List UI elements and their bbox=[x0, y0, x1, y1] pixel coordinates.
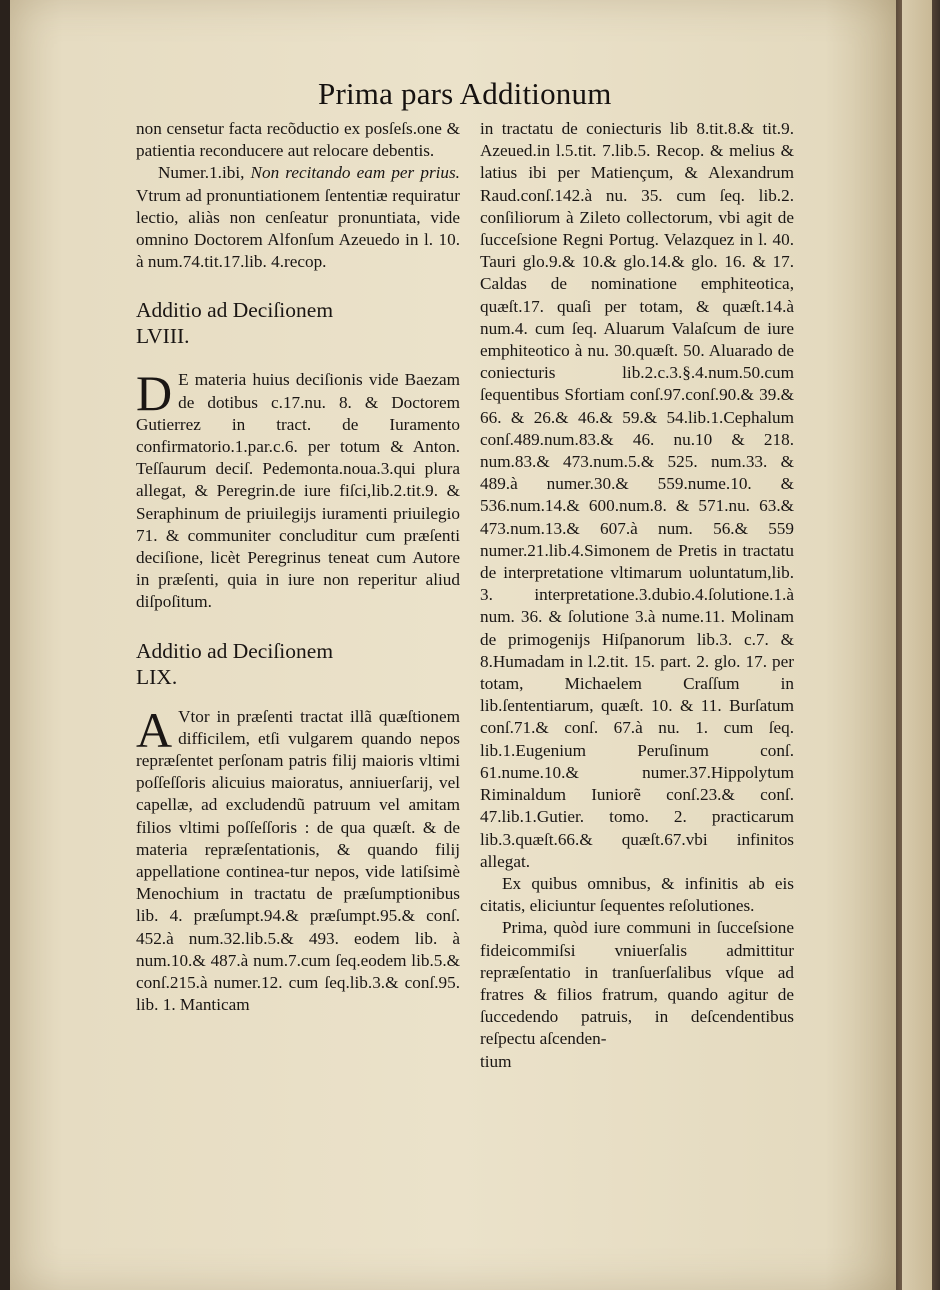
left-column bbox=[136, 118, 460, 1017]
text-run: Vtrum ad pronuntiationem ſententiæ requiratur lectio, aliàs non cenſeatur pronuntiata, vide omnino Doctorem Alfonſum Azeuedo in l. 10. à num.74.tit.17.lib. 4.recop. bbox=[136, 185, 460, 272]
running-head: Prima pars Additionum bbox=[318, 76, 612, 111]
drop-initial: D bbox=[136, 365, 173, 422]
section-heading: Additio ad Deciſionem bbox=[136, 298, 334, 323]
section-number: LVIII. bbox=[136, 324, 190, 349]
quoted-phrase: Non recitando eam per prius. bbox=[250, 163, 460, 183]
section-heading: Additio ad Deciſionem bbox=[136, 638, 334, 663]
left-edge bbox=[0, 0, 10, 1290]
paragraph: Prima, quòd iure communi in ſucceſsione fideicommiſsi vniuerſalis admittitur repræſentatio in tranſuerſalibus vſque ad fratres & filios fratrum, quando agitur de ſuccedendo patruis, in deſcendentibus reſpectu aſcenden- bbox=[480, 918, 794, 1049]
paragraph: in tractatu de coniecturis lib 8.tit.8.& tit.9. Azeued.in l.5.tit. 7.lib.5. Recop. & melius & latius ibi per Matiençum, & Alexandrum Raud.conſ.142.à nu. 35. cum ſeq. lib.2. conſiliorum à Zileto collectorum, vbi agit de ſucceſsione Regni Portug. Velazquez in l. 40. Tauri glo.9.& 10.& glo.14.& glo. 16. & 17. Caldas de nominatione emphiteotica, quæſt.17. quaſi per totam, & quæſt.14.à num.4. cum ſeq. Aluarum Valaſcum de iure emphiteotico à nu. 30.quæſt. 50. Aluarado de coniecturis lib.2.c.3.§.4.num.50.cum ſequentibus Sfortiam conſ.97.conſ.90.& 39.& 66. & 26.& 46.& 59.& 54.lib.1.Cephalum conſ.489.num.83.& 46. nu.10 & 218. num.83.& 473.num.5.& 525. num.33. & 489.à numer.30.& 559.nume.10. & 536.num.14.& 600.num.8. & 571.nu. 63.& 473.num.13.& 607.à num. 56.& 559 numer.21.lib.4.Simonem de Pretis in tractatu de interpretatione vltimarum uoluntatum,lib. 3. interpretatione.3.dubio.4.ſolutione.1.à num. 36. & ſolutione 3.à nume.11. Molinam de primogenijs Hiſpanorum lib.3. c.7. & 8.Humadam in l.2.tit. 15. part. 2. glo. 17. per totam, Michaelem Craſſum in lib.ſententiarum, quæſt. 10. & 11. Burſatum conſ.71.& conſ. 67.à nu. 1. cum ſeq. lib.1.Eugenium Peruſinum conſ. 61.nume.10.& numer.37.Hippolytum Riminaldum Iuniorẽ conſ.23.& conſ. 47.lib.1.Gutier. tomo. 2. practicarum lib.3.quæſt.66.& quæſt.67.vbi infinitos allegat. bbox=[480, 119, 794, 871]
paragraph bbox=[136, 162, 460, 273]
text-run: E materia huius deciſionis vide Baezam de dotibus c.17.nu. 8. & Doctorem Gutierrez in tract. de Iuramento confirmatorio.1.par.c.6. per totum & Anton. Teſſaurum deciſ. Pedemonta.noua.3.qui plura allegat, & Peregrin.de iure fiſci,lib.2.tit.9. & Seraphinum de priuilegijs iuramenti priuilegio 71. & communiter concluditur cum præſenti deciſione, licèt Peregrinus teneat cum Autore in præſenti, quia in iure non reperitur aliud diſpoſitum. bbox=[136, 370, 460, 612]
drop-initial: A bbox=[136, 701, 173, 758]
catchword: tium bbox=[480, 1051, 512, 1071]
paragraph: Ex quibus omnibus, & infinitis ab eis citatis, eliciuntur ſequentes reſolutiones. bbox=[480, 873, 794, 916]
paragraph: non censetur facta recõductio ex posſeſs.one & patientia reconducere aut relocare debentis. bbox=[136, 119, 460, 161]
next-page-edge bbox=[902, 0, 932, 1290]
paragraph bbox=[136, 701, 460, 1017]
right-column bbox=[480, 118, 794, 1073]
paragraph bbox=[136, 365, 460, 613]
text-run: Vtor in præſenti tractat illã quæſtionem difficilem, etſi vulgarem quando nepos repræſentet perſonam patris filij maioris vltimi poſſeſſoris alicuius maioratus, anniuerſarij, vel capellæ, ad excludendũ patruum vel amitam filios vltimi poſſeſſoris : de qua quæſt. & de materia repræſentationis, & quando filij appellatione continea-tur nepos, vide latiſsimè Menochium in tractatu de præſumptionibus lib. 4. præſumpt.94.& præſumpt.95.& conſ. 452.à num.32.lib.5.& 493. eodem lib. à num.10.& 487.à num.7.cum ſeq.eodem lib.5.& conſ.215.à numer.12. cum ſeq.lib.3.& conſ.95. lib. 1. Manticam bbox=[136, 706, 460, 1015]
section-number: LIX. bbox=[136, 664, 178, 689]
text-run: Numer.1.ibi, bbox=[158, 163, 251, 183]
